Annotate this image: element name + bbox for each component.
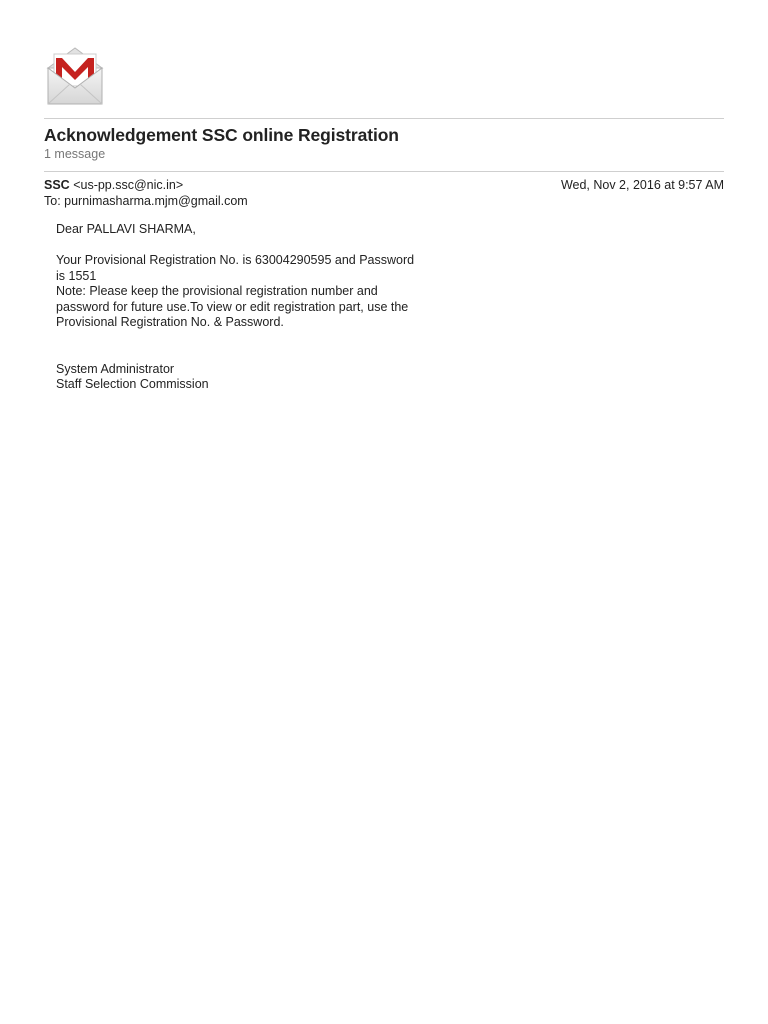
- email-subject: Acknowledgement SSC online Registration: [44, 125, 399, 145]
- header-divider: [44, 118, 724, 119]
- message-count: 1 message: [44, 147, 106, 161]
- sender-line: [44, 178, 183, 192]
- signature-org: Staff Selection Commission: [56, 377, 209, 391]
- subject-divider: [44, 171, 724, 172]
- body-line: Note: Please keep the provisional registration number and: [56, 284, 378, 298]
- signature-title: System Administrator: [56, 361, 175, 376]
- email-body: [56, 222, 446, 393]
- greeting: Dear PALLAVI SHARMA,: [56, 222, 196, 236]
- body-line: Provisional Registration No. & Password.: [56, 315, 284, 329]
- sender-email[interactable]: <us-pp.ssc@nic.in>: [73, 178, 184, 192]
- email-date: Wed, Nov 2, 2016 at 9:57 AM: [560, 178, 724, 192]
- body-line: Your Provisional Registration No. is 63004290595 and Password: [56, 253, 415, 267]
- gmail-logo-icon: [46, 46, 104, 106]
- recipient-line: To: purnimasharma.mjm@gmail.com: [44, 194, 248, 208]
- body-line: is 1551: [56, 268, 97, 283]
- body-line: password for future use.To view or edit registration part, use the: [56, 299, 409, 314]
- sender-name: SSC: [44, 178, 70, 192]
